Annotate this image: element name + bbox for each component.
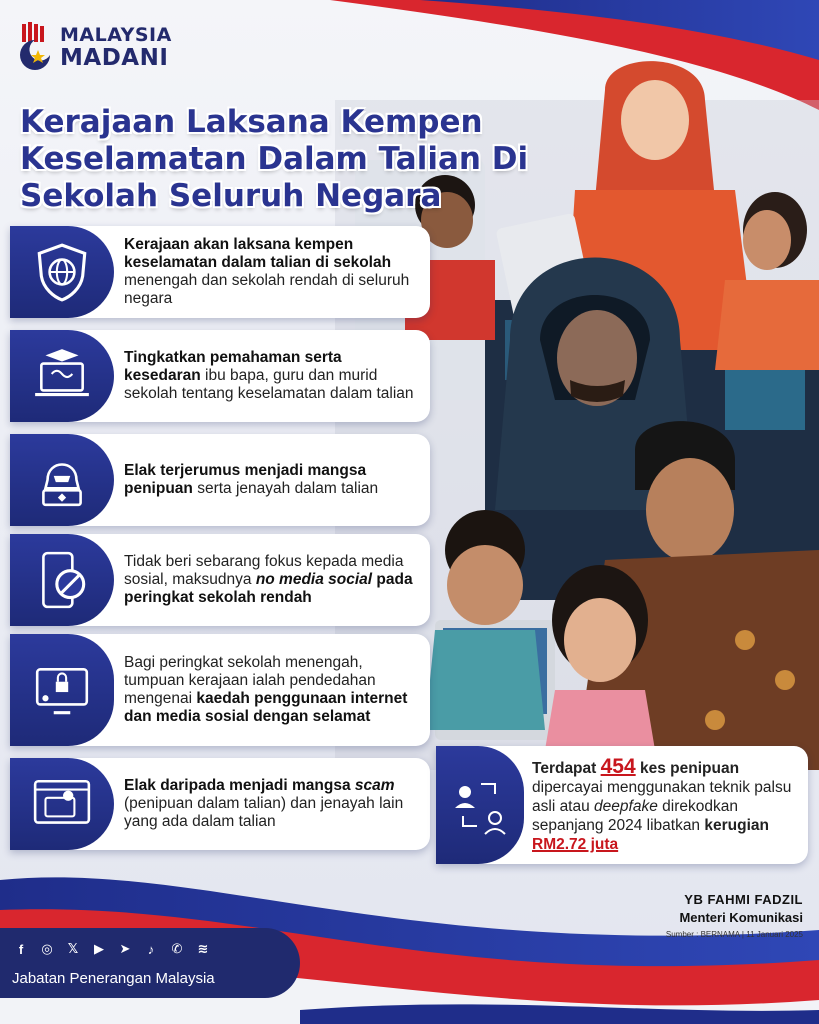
stat-prefix: Terdapat — [532, 759, 597, 777]
title-line-3: Sekolah Seluruh Negara — [20, 178, 442, 214]
point-2-part-2: ibu bapa, guru dan murid sekolah tentang keselamatan dalam talian — [124, 367, 414, 402]
statistic-text — [532, 752, 800, 858]
malaysia-madani-logo — [18, 22, 172, 74]
point-1-part-1: Kerajaan akan laksana kempen keselamatan dalam talian di sekolah — [124, 236, 392, 271]
point-card-3 — [10, 434, 430, 526]
point-text-5 — [124, 634, 422, 746]
social-icons — [12, 940, 212, 958]
statistic-card — [436, 746, 808, 864]
stat-deepfake: deepfake — [594, 797, 658, 815]
browser-card-icon — [10, 758, 114, 850]
point-text-3 — [124, 434, 422, 526]
point-2-part-1: Tingkatkan pemahaman serta kesedaran — [124, 349, 342, 384]
point-4-part-1: Tidak beri sebarang fokus kepada media sosial, maksudnya — [124, 553, 404, 588]
deepfake-swap-icon — [436, 746, 524, 864]
minister-attribution — [666, 892, 803, 939]
computer-lock-icon — [10, 634, 114, 746]
point-text-2 — [124, 330, 422, 422]
point-card-6 — [10, 758, 430, 850]
point-text-4 — [124, 534, 422, 626]
shield-globe-icon — [10, 226, 114, 318]
point-3-part-1: Elak terjerumus menjadi mangsa penipuan — [124, 462, 367, 497]
point-6-part-1: Elak daripada menjadi mangsa — [124, 777, 355, 794]
page-title — [20, 104, 540, 215]
footer-bar — [0, 928, 300, 998]
point-5-part-2: kaedah penggunaan internet dan media sosial dengan selamat — [124, 690, 408, 725]
whatsapp-icon[interactable]: ✆ — [171, 941, 183, 956]
title-line-1: Kerajaan Laksana Kempen — [20, 104, 483, 140]
stat-after-number: kes penipuan — [639, 759, 740, 777]
title-line-2: Keselamatan Dalam Talian Di — [20, 141, 529, 177]
spotify-icon[interactable]: ≋ — [197, 941, 209, 956]
tiktok-icon[interactable]: ♪ — [147, 941, 155, 957]
youtube-icon[interactable]: ▶ — [94, 941, 104, 956]
phone-prohibited-icon — [10, 534, 114, 626]
laptop-graduation-icon — [10, 330, 114, 422]
facebook-icon[interactable]: f — [18, 941, 24, 957]
stat-amount: RM2.72 juta — [532, 835, 619, 853]
minister-name: YB FAHMI FADZIL — [684, 892, 803, 907]
point-5-part-1: Bagi peringkat sekolah menengah, tumpuan kerajaan ialah pendedahan mengenai — [124, 654, 376, 707]
madani-emblem-icon — [18, 22, 52, 74]
stat-number: 454 — [600, 754, 636, 778]
point-3-part-2: serta jenayah dalam talian — [192, 480, 379, 497]
point-text-1 — [124, 226, 422, 318]
point-text-6 — [124, 758, 422, 850]
point-1-part-2: menengah dan sekolah rendah di seluruh negara — [124, 272, 410, 307]
hacker-icon — [10, 434, 114, 526]
point-4-part-2: no media social — [255, 571, 373, 588]
source-note: Sumber : BERNAMA | 11 Januari 2025 — [665, 930, 803, 939]
point-card-2 — [10, 330, 430, 422]
brand-line-2: MADANI — [60, 45, 169, 71]
point-6-part-2: scam — [354, 777, 395, 794]
point-card-5 — [10, 634, 430, 746]
telegram-icon[interactable]: ➤ — [119, 941, 131, 956]
x-icon[interactable]: 𝕏 — [67, 941, 79, 956]
stat-line-2: dipercayai menggunakan teknik palsu asli atau — [532, 778, 792, 815]
stat-line-3: direkodkan sepanjang 2024 libatkan — [532, 797, 738, 834]
stat-loss-label: kerugian — [704, 816, 769, 834]
instagram-icon[interactable]: ◎ — [41, 941, 53, 956]
point-4-part-3: pada peringkat sekolah rendah — [124, 571, 413, 606]
brand-line-1: MALAYSIA — [60, 24, 172, 46]
point-card-1 — [10, 226, 430, 318]
point-6-part-3: (penipuan dalam talian) dan jenayah lain yang ada dalam talian — [124, 795, 404, 830]
minister-role: Menteri Komunikasi — [679, 910, 803, 925]
point-card-4 — [10, 534, 430, 626]
organization-name: Jabatan Penerangan Malaysia — [12, 970, 215, 987]
